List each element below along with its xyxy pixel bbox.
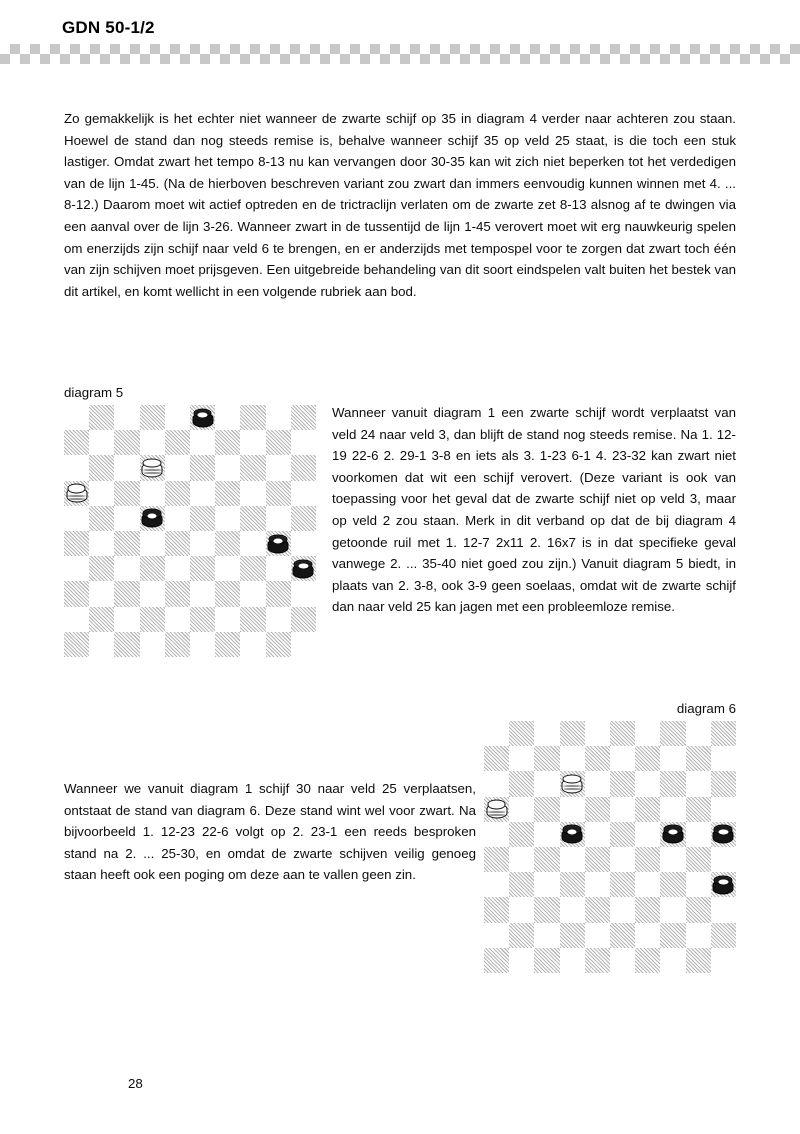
- board-square: [190, 581, 215, 606]
- board-square: [509, 948, 534, 973]
- board-square: [89, 556, 114, 581]
- board-square: [89, 632, 114, 657]
- board-square: [140, 430, 165, 455]
- board-square: [610, 847, 635, 872]
- board-square: [635, 797, 660, 822]
- board-square: [610, 746, 635, 771]
- board-square: [140, 455, 165, 480]
- board-square: [215, 607, 240, 632]
- board-square: [114, 531, 139, 556]
- board-square: [660, 822, 685, 847]
- board-square: [240, 632, 265, 657]
- board-square: [660, 721, 685, 746]
- board-square: [165, 430, 190, 455]
- board-square: [291, 481, 316, 506]
- board-square: [240, 581, 265, 606]
- board-square: [291, 405, 316, 430]
- board-square: [686, 872, 711, 897]
- board-square: [165, 556, 190, 581]
- board-square: [240, 481, 265, 506]
- board-square: [509, 847, 534, 872]
- board-square: [114, 430, 139, 455]
- board-square: [190, 632, 215, 657]
- board-square: [114, 506, 139, 531]
- board-square: [64, 556, 89, 581]
- board-square: [686, 847, 711, 872]
- page-header: [0, 0, 800, 70]
- board-square: [215, 556, 240, 581]
- board-square: [534, 847, 559, 872]
- board-square: [560, 721, 585, 746]
- board-square: [585, 847, 610, 872]
- white-king-piece-icon: [562, 774, 583, 793]
- board-square: [266, 455, 291, 480]
- board-square: [190, 607, 215, 632]
- board-square: [585, 923, 610, 948]
- board-square: [560, 797, 585, 822]
- board-square: [140, 405, 165, 430]
- diagram-5-paragraph: Wanneer vanuit diagram 1 een zwarte schijf wordt verplaatst van veld 24 naar veld 3, dan blijft de stand nog steeds remise. Na 1. 12-19 22-6 2. 29-1 3-8 en iets als 3. 1-23 6-1 4. 23-32 kan zwart niet voorkomen dat wit een schijf verovert. (Deze variant is ook van toepassing voor het geval dat de zwarte schijf niet op veld 3, maar op veld 2 zou staan. Merk in dit verband op dat de bij diagram 4 getoonde ruil met 1. 12-7 2x11 2. 16x7 is in dat specifieke geval vanwege 2. ... 35-40 niet goed zou zijn.) Vanuit diagram 5 biedt, in plaats van 2. 3-8, ook 3-9 geen soelaas, omdat wit de zwarte schijf dan naar veld 25 kan jagen met een probleemloze remise.: [332, 405, 736, 615]
- board-square: [560, 771, 585, 796]
- board-square: [711, 872, 736, 897]
- board-square: [660, 923, 685, 948]
- board-square: [114, 481, 139, 506]
- board-square: [484, 721, 509, 746]
- board-square: [114, 632, 139, 657]
- board-square: [635, 822, 660, 847]
- board-square: [711, 948, 736, 973]
- board-square: [240, 556, 265, 581]
- board-square: [266, 607, 291, 632]
- board-square: [534, 721, 559, 746]
- page-number: 28: [128, 1076, 143, 1091]
- board-square: [610, 822, 635, 847]
- board-square: [64, 405, 89, 430]
- board-square: [266, 632, 291, 657]
- board-square: [484, 822, 509, 847]
- board-square: [165, 581, 190, 606]
- board-square: [711, 822, 736, 847]
- board-square: [534, 923, 559, 948]
- board-square: [266, 405, 291, 430]
- board-square: [635, 847, 660, 872]
- board-square: [215, 481, 240, 506]
- board-square: [635, 872, 660, 897]
- board-square: [560, 847, 585, 872]
- board-square: [585, 897, 610, 922]
- board-square: [64, 506, 89, 531]
- board-square: [534, 822, 559, 847]
- board-square: [509, 923, 534, 948]
- board-square: [509, 721, 534, 746]
- board-square: [64, 531, 89, 556]
- board-square: [484, 872, 509, 897]
- black-man-piece-icon: [192, 408, 213, 427]
- black-man-piece-icon: [562, 825, 583, 844]
- board-square: [165, 506, 190, 531]
- board-square: [484, 746, 509, 771]
- board-square: [291, 581, 316, 606]
- board-square: [509, 822, 534, 847]
- board-square: [509, 897, 534, 922]
- board-square: [64, 607, 89, 632]
- board-square: [635, 897, 660, 922]
- board-square: [660, 847, 685, 872]
- board-square: [635, 746, 660, 771]
- board-square: [266, 430, 291, 455]
- board-square: [610, 923, 635, 948]
- board-square: [585, 797, 610, 822]
- board-square: [64, 632, 89, 657]
- board-square: [64, 430, 89, 455]
- board-square: [686, 746, 711, 771]
- board-square: [585, 746, 610, 771]
- board-square: [165, 607, 190, 632]
- black-man-piece-icon: [293, 559, 314, 578]
- board-square: [585, 948, 610, 973]
- board-square: [660, 746, 685, 771]
- board-square: [89, 455, 114, 480]
- board-square: [686, 897, 711, 922]
- board-square: [610, 721, 635, 746]
- board-square: [215, 430, 240, 455]
- board-square: [291, 556, 316, 581]
- board-square: [560, 923, 585, 948]
- board-square: [190, 430, 215, 455]
- board-square: [64, 455, 89, 480]
- board-square: [686, 822, 711, 847]
- board-square: [89, 405, 114, 430]
- board-square: [190, 531, 215, 556]
- board-square: [114, 405, 139, 430]
- board-square: [190, 455, 215, 480]
- black-man-piece-icon: [268, 534, 289, 553]
- board-square: [484, 923, 509, 948]
- white-king-piece-icon: [66, 484, 87, 503]
- board-square: [711, 721, 736, 746]
- board-square: [585, 872, 610, 897]
- board-square: [240, 531, 265, 556]
- board-square: [266, 581, 291, 606]
- board-square: [686, 948, 711, 973]
- board-square: [534, 872, 559, 897]
- black-man-piece-icon: [662, 825, 683, 844]
- board-square: [89, 531, 114, 556]
- board-square: [534, 746, 559, 771]
- white-king-piece-icon: [142, 458, 163, 477]
- board-square: [484, 948, 509, 973]
- board-square: [484, 771, 509, 796]
- board-square: [711, 847, 736, 872]
- board-square: [484, 897, 509, 922]
- board-square: [635, 923, 660, 948]
- board-square: [484, 797, 509, 822]
- board-square: [509, 746, 534, 771]
- board-square: [215, 581, 240, 606]
- board-square: [190, 405, 215, 430]
- board-square: [560, 948, 585, 973]
- board-square: [266, 506, 291, 531]
- board-square: [711, 771, 736, 796]
- board-square: [89, 581, 114, 606]
- board-square: [635, 948, 660, 973]
- board-square: [291, 430, 316, 455]
- board-square: [711, 797, 736, 822]
- board-square: [165, 481, 190, 506]
- board-square: [660, 872, 685, 897]
- board-square: [610, 897, 635, 922]
- board-square: [89, 481, 114, 506]
- board-square: [291, 531, 316, 556]
- board-square: [686, 771, 711, 796]
- board-square: [635, 771, 660, 796]
- board-square: [660, 897, 685, 922]
- board-square: [215, 632, 240, 657]
- board-square: [711, 897, 736, 922]
- board-square: [140, 556, 165, 581]
- black-man-piece-icon: [713, 825, 734, 844]
- board-square: [114, 581, 139, 606]
- board-square: [165, 632, 190, 657]
- board-square: [140, 632, 165, 657]
- board-square: [484, 847, 509, 872]
- board-square: [585, 771, 610, 796]
- board-square: [140, 607, 165, 632]
- board-square: [291, 632, 316, 657]
- board-square: [660, 771, 685, 796]
- board-square: [140, 506, 165, 531]
- board-square: [114, 556, 139, 581]
- board-square: [240, 506, 265, 531]
- page-title: GDN 50-1/2: [62, 18, 155, 37]
- board-square: [215, 405, 240, 430]
- board-square: [509, 771, 534, 796]
- board-square: [215, 506, 240, 531]
- board-square: [64, 581, 89, 606]
- board-square: [534, 897, 559, 922]
- diagram-6-board: [484, 721, 736, 973]
- diagram-6-label: diagram 6: [676, 701, 736, 716]
- checkered-rule-icon: [0, 44, 800, 64]
- board-square: [140, 531, 165, 556]
- board-square: [509, 797, 534, 822]
- intro-paragraph: Zo gemakkelijk is het echter niet wanneer de zwarte schijf op 35 in diagram 4 verder naar achteren zou staan. Hoewel de stand dan nog steeds remise is, behalve wanneer schijf 35 op veld 25 staat, is die toch een stuk lastiger. Omdat zwart het tempo 8-13 nu kan vervangen door 30-35 kan wit zich niet beperken tot het verdedigen van de lijn 1-45. (Na de hierboven beschreven variant zou zwart dan immers eenvoudig kunnen winnen met 4. ... 8-12.) Daarom moet wit actief optreden en de trictraclijn verlaten om de zwarte zet 8-13 alsnog af te dwingen via een aanval over de lijn 3-26. Wanneer zwart in de tussentijd de lijn 1-45 verovert moet wit erg nauwkeurig spelen om enerzijds zijn schijf naar veld 6 te brengen, en er anderzijds met tempospel voor te zorgen dat zwart toch één van zijn schijven moet prijsgeven. Een uitgebreide behandeling van dit soort eindspelen valt buiten het bestek van dit artikel, en komt wellicht in een volgende rubriek aan bod.: [64, 111, 736, 299]
- board-square: [291, 506, 316, 531]
- board-square: [509, 872, 534, 897]
- board-square: [610, 771, 635, 796]
- board-square: [89, 607, 114, 632]
- board-square: [190, 506, 215, 531]
- board-square: [660, 948, 685, 973]
- diagram-5-label: diagram 5: [64, 385, 124, 400]
- board-square: [215, 531, 240, 556]
- board-square: [560, 897, 585, 922]
- diagram-5-board: [64, 405, 316, 657]
- board-square: [89, 430, 114, 455]
- board-square: [534, 797, 559, 822]
- board-square: [165, 405, 190, 430]
- board-square: [64, 481, 89, 506]
- board-square: [560, 822, 585, 847]
- board-square: [190, 481, 215, 506]
- board-square: [291, 607, 316, 632]
- black-man-piece-icon: [713, 875, 734, 894]
- board-square: [190, 556, 215, 581]
- board-square: [114, 455, 139, 480]
- board-square: [711, 923, 736, 948]
- board-square: [610, 872, 635, 897]
- board-square: [240, 430, 265, 455]
- board-square: [266, 531, 291, 556]
- board-square: [240, 455, 265, 480]
- board-square: [686, 721, 711, 746]
- white-king-piece-icon: [486, 800, 507, 819]
- board-square: [240, 607, 265, 632]
- board-square: [711, 746, 736, 771]
- board-square: [266, 481, 291, 506]
- board-square: [165, 455, 190, 480]
- board-square: [585, 721, 610, 746]
- board-square: [215, 455, 240, 480]
- board-square: [635, 721, 660, 746]
- board-square: [140, 481, 165, 506]
- board-square: [266, 556, 291, 581]
- board-square: [610, 948, 635, 973]
- diagram-6-block: [484, 700, 740, 973]
- board-square: [560, 872, 585, 897]
- diagram-6-paragraph: Wanneer we vanuit diagram 1 schijf 30 naar veld 25 verplaatsen, ontstaat de stand van diagram 6. Deze stand wint wel voor zwart. Na bijvoorbeeld 1. 12-23 22-6 volgt op 2. 23-1 een reeds besproken stand na 2. ... 25-30, en omdat de zwarte schijven veilig genoeg staan heeft ook een poging om deze aan te vallen geen zin.: [64, 781, 476, 883]
- board-square: [240, 405, 265, 430]
- diagram-5-block: [64, 384, 320, 657]
- board-square: [89, 506, 114, 531]
- board-square: [534, 771, 559, 796]
- board-square: [686, 797, 711, 822]
- board-square: [560, 746, 585, 771]
- board-square: [585, 822, 610, 847]
- board-square: [686, 923, 711, 948]
- board-square: [114, 607, 139, 632]
- board-square: [610, 797, 635, 822]
- board-square: [534, 948, 559, 973]
- board-square: [165, 531, 190, 556]
- board-square: [291, 455, 316, 480]
- board-square: [660, 797, 685, 822]
- black-man-piece-icon: [142, 509, 163, 528]
- board-square: [140, 581, 165, 606]
